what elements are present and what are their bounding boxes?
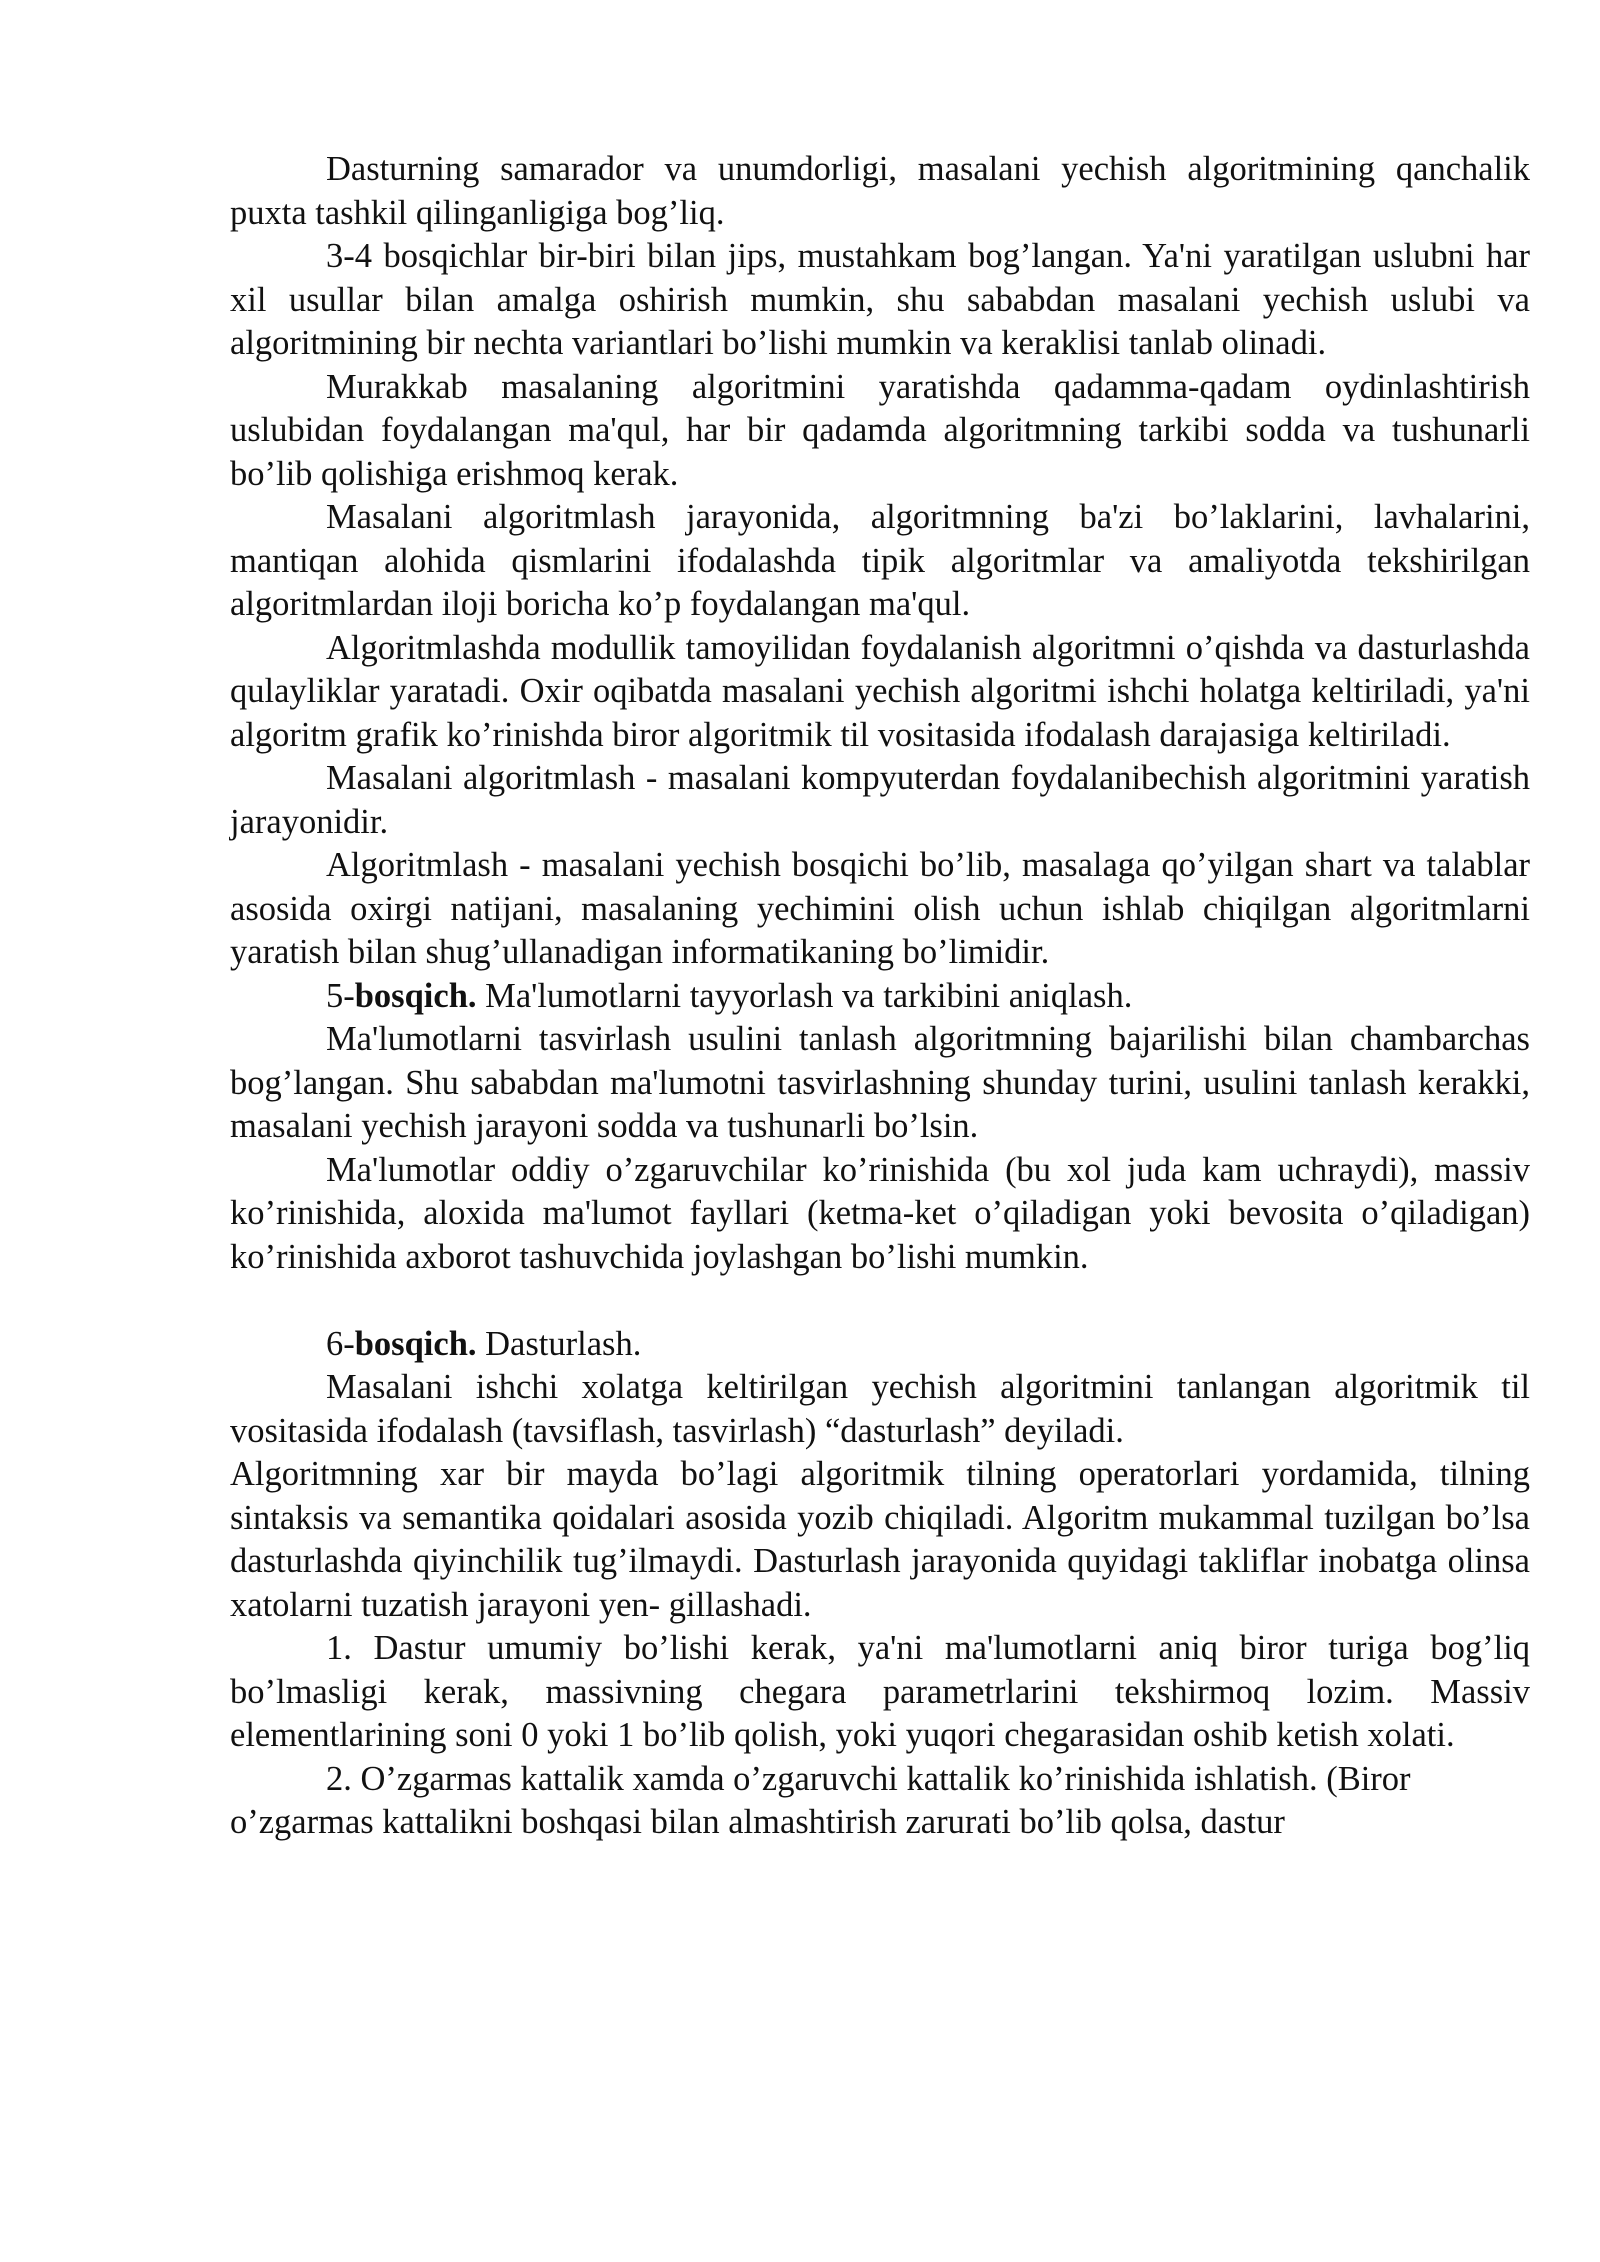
paragraph-algorithmization-stage: Algoritmlash - masalani yechish bosqichi bo’lib, masalaga qo’yilgan shart va talablar asosida oxirgi natijani, masalaning yechimini olish uchun ishlab chiqilgan algoritmlarni yaratish bilan shug’ullanadigan informatikaning bo’limidir.	[230, 846, 1530, 971]
blank-line	[230, 1279, 1530, 1323]
paragraph-programming-definition: Masalani ishchi xolatga keltirilgan yechish algoritmini tanlangan algoritmik til vositasida ifodalash (tavsiflash, tasvirlash) “dasturlash” deyiladi.	[230, 1368, 1530, 1450]
step-6-heading	[230, 1323, 1530, 1367]
paragraph-modularity: Algoritmlashda modullik tamoyilidan foydalanish algoritmni o’qishda va dasturlashda qulayliklar yaratadi. Oxir oqibatda masalani yechish algoritmi ishchi holatga keltiriladi, ya'ni algoritm grafik ko’rinishda biror algoritmik til vositasida ifodalash darajasiga keltiriladi.	[230, 628, 1530, 754]
step-5-title: Ma'lumotlarni tayyorlash va tarkibini aniqlash.	[476, 976, 1133, 1015]
paragraph-complex-algorithm: Murakkab masalaning algoritmini yaratishda qadamma-qadam oydinlashtirish uslubidan foydalangan ma'qul, har bir qadamda algoritmning tarkibi sodda va tushunarli bo’lib qolishiga erishmoq kerak.	[230, 367, 1530, 493]
paragraph-steps-3-4: 3-4 bosqichlar bir-biri bilan jips, mustahkam bog’langan. Ya'ni yaratilgan uslubni har xil usullar bilan amalga oshirish mumkin, shu sababdan masalani yechish uslubi va algoritmining bir nechta variantlari bo’lishi mumkin va keraklisi tanlab olinadi.	[230, 237, 1530, 362]
step-6-title: Dasturlash.	[476, 1324, 642, 1363]
list-item-1: 1. Dastur umumiy bo’lishi kerak, ya'ni ma'lumotlarni aniq biror turiga bog’liq bo’lmasligi kerak, massivning chegara parametrlarini tekshirmoq lozim. Massiv elementlarining soni 0 yoki 1 bo’lib qolish, yoki yuqori chegarasidan oshib ketish xolati.	[230, 1629, 1530, 1754]
paragraph-data-forms: Ma'lumotlar oddiy o’zgaruvchilar ko’rinishida (bu xol juda kam uchraydi), massiv ko’rinishida, aloxida ma'lumot fayllari (ketma-ket o’qiladigan yoki bevosita o’qiladigan) ko’rinishida axborot tashuvchida joylashgan bo’lishi mumkin.	[230, 1150, 1530, 1276]
step-5-number: 5-	[326, 976, 355, 1015]
list-item-2: 2. O’zgarmas kattalik xamda o’zgaruvchi kattalik ko’rinishida ishlatish. (Biror o’zgarmas kattalikni boshqasi bilan almashtirish zarurati bo’lib qolsa, dastur	[230, 1759, 1411, 1841]
paragraph-typical-algorithms: Masalani algoritmlash jarayonida, algoritmning ba'zi bo’laklarini, lavhalarini, mantiqan alohida qismlarini ifodalashda tipik algoritmlar va amaliyotda tekshirilgan algoritmlardan iloji boricha ko’p foydalangan ma'qul.	[230, 498, 1530, 623]
paragraph-programming-rules: Algoritmning xar bir mayda bo’lagi algoritmik tilning operatorlari yordamida, tilning sintaksis va semantika qoidalari asosida yozib chiqiladi. Algoritm mukammal tuzilgan bo’lsa dasturlashda qiyinchilik tug’ilmaydi. Dasturlash jarayonida quyidagi takliflar inobatga olinsa xatolarni tuzatish jarayoni yen- gillashadi.	[230, 1455, 1530, 1624]
step-6-label: bosqich.	[354, 1324, 477, 1363]
document-page	[230, 148, 1530, 1845]
step-5-label: bosqich.	[354, 976, 477, 1015]
paragraph-algorithmization-definition: Masalani algoritmlash - masalani kompyuterdan foydalanibechish algoritmini yaratish jarayonidir.	[230, 759, 1530, 841]
paragraph-efficiency: Dasturning samarador va unumdorligi, masalani yechish algoritmining qanchalik puxta tashkil qilinganligiga bog’liq.	[230, 150, 1530, 232]
paragraph-data-representation: Ma'lumotlarni tasvirlash usulini tanlash algoritmning bajarilishi bilan chambarchas bog’langan. Shu sababdan ma'lumotni tasvirlashning shunday turini, usulini tanlash kerakki, masalani yechish jarayoni sodda va tushunarli bo’lsin.	[230, 1020, 1530, 1145]
step-5-heading	[230, 975, 1530, 1019]
step-6-number: 6-	[326, 1324, 355, 1363]
